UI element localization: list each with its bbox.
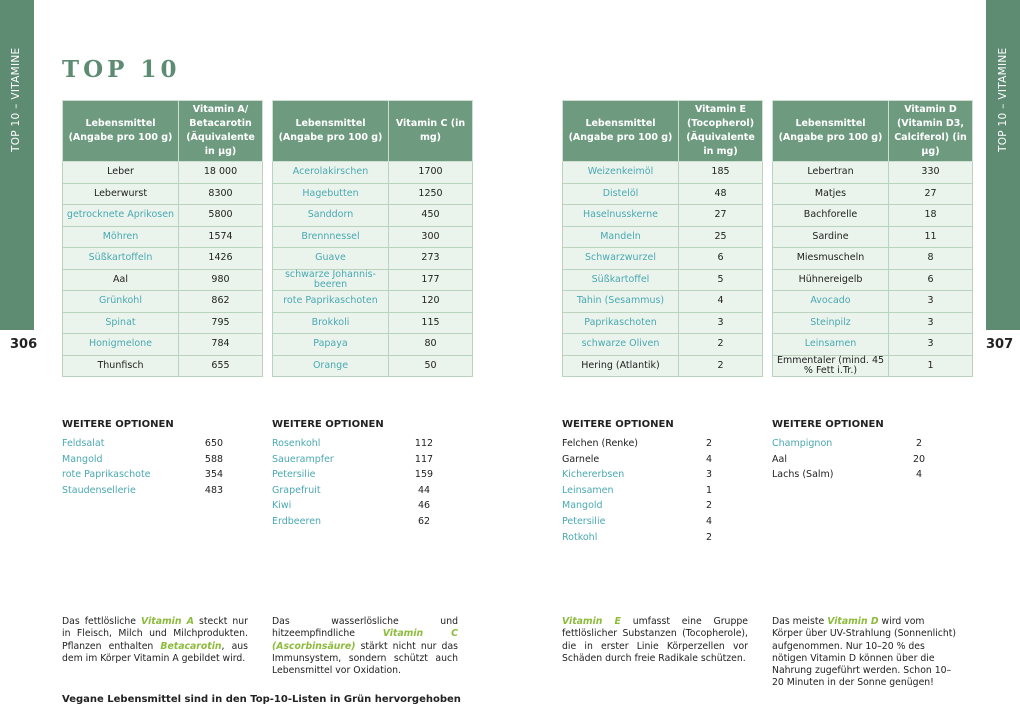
- option-row: [562, 498, 722, 514]
- vitamin-a-paragraph: [62, 616, 248, 665]
- table-row: [563, 334, 763, 356]
- option-row: [272, 452, 437, 468]
- vitamin-value-cell: 3: [679, 312, 763, 334]
- column-header-food: Lebensmittel (Angabe pro 100 g): [773, 101, 889, 162]
- food-name-cell: Steinpilz: [773, 312, 889, 334]
- vitamin-value-cell: 273: [389, 248, 473, 270]
- option-row: [562, 530, 722, 546]
- food-name-cell: Brennnessel: [273, 226, 389, 248]
- vitamin-value-cell: 655: [179, 355, 263, 377]
- options-list-c: [272, 436, 437, 530]
- highlighted-term: Vitamin C (Ascorbinsäure): [272, 628, 458, 652]
- option-value: 159: [414, 469, 434, 481]
- food-name-cell: Distelöl: [563, 183, 679, 205]
- page-title: TOP 10: [62, 56, 181, 83]
- options-heading-a: WEITERE OPTIONEN: [62, 419, 174, 430]
- vitamin-value-cell: 177: [389, 269, 473, 291]
- options-list-a: [62, 436, 227, 498]
- option-row: [62, 436, 227, 452]
- table-row: [63, 162, 263, 184]
- options-heading-e: WEITERE OPTIONEN: [562, 419, 674, 430]
- option-name: Petersilie: [562, 515, 606, 527]
- food-name-cell: Spinat: [63, 312, 179, 334]
- column-header-food: Lebensmittel (Angabe pro 100 g): [273, 101, 389, 162]
- column-header-vitamin: Vitamin A/ Betacarotin (Äquivalente in µg): [179, 101, 263, 162]
- table-row: [273, 183, 473, 205]
- vitamin-value-cell: 8300: [179, 183, 263, 205]
- option-row: [272, 514, 437, 530]
- table-row: [563, 205, 763, 227]
- option-name: Felchen (Renke): [562, 438, 639, 449]
- option-row: [562, 514, 722, 530]
- option-row: [562, 436, 722, 452]
- vitamin-value-cell: 18 000: [179, 162, 263, 184]
- vitamin-value-cell: 48: [679, 183, 763, 205]
- food-name-cell: Sanddorn: [273, 205, 389, 227]
- table-row: [773, 291, 973, 313]
- food-name-cell: Leberwurst: [63, 183, 179, 205]
- vitamin-value-cell: 5800: [179, 205, 263, 227]
- table-row: [273, 248, 473, 270]
- food-name-cell: Süßkartoffel: [563, 269, 679, 291]
- table-row: [773, 226, 973, 248]
- vitamin-value-cell: 2: [679, 334, 763, 356]
- option-row: [272, 436, 437, 452]
- vitamin-value-cell: 80: [389, 334, 473, 356]
- vitamin-value-cell: 1574: [179, 226, 263, 248]
- vitamin-value-cell: 980: [179, 269, 263, 291]
- option-value: 2: [705, 500, 713, 512]
- option-row: [272, 483, 437, 499]
- page-number-right: 307: [986, 337, 1014, 352]
- paragraph-text: umfasst eine Gruppe fettlöslicher Substanzen (Tocopherole), die in erster Linie Körperzellen vor Schäden durch freie Radikale schützen.: [562, 616, 748, 664]
- table-row: [63, 269, 263, 291]
- vitamin-value-cell: 1426: [179, 248, 263, 270]
- vitamin-value-cell: 6: [679, 248, 763, 270]
- option-value: 62: [417, 515, 431, 527]
- vitamin-value-cell: 330: [889, 162, 973, 184]
- column-header-food: Lebensmittel (Angabe pro 100 g): [63, 101, 179, 162]
- option-name: Petersilie: [272, 469, 316, 481]
- table-header-row: [63, 101, 263, 162]
- option-value: 4: [915, 469, 923, 481]
- options-heading-d: WEITERE OPTIONEN: [772, 419, 884, 430]
- food-name-cell: Avocado: [773, 291, 889, 313]
- table-row: [563, 248, 763, 270]
- vitamin-value-cell: 4: [679, 291, 763, 313]
- vitamin-value-cell: 120: [389, 291, 473, 313]
- table-header-row: [273, 101, 473, 162]
- table-row: [773, 205, 973, 227]
- table-row: [273, 355, 473, 377]
- option-row: [562, 452, 722, 468]
- vitamin-value-cell: 862: [179, 291, 263, 313]
- food-name-cell: Sardine: [773, 226, 889, 248]
- food-name-cell: Paprikaschoten: [563, 312, 679, 334]
- vitamin-value-cell: 3: [889, 291, 973, 313]
- table-row: [273, 334, 473, 356]
- option-name: Rosenkohl: [272, 438, 321, 449]
- table-row: [63, 334, 263, 356]
- vitamin-value-cell: 795: [179, 312, 263, 334]
- food-name-cell: Matjes: [773, 183, 889, 205]
- vitamin-e-table: [562, 100, 763, 377]
- option-row: [272, 498, 437, 514]
- option-name: Lachs (Salm): [772, 469, 834, 481]
- table-row: [563, 162, 763, 184]
- option-name: Sauerampfer: [272, 453, 334, 465]
- food-name-cell: Orange: [273, 355, 389, 377]
- table-header-row: [773, 101, 973, 162]
- food-name-cell: Haselnusskerne: [563, 205, 679, 227]
- table-row: [563, 312, 763, 334]
- right-side-band: [986, 0, 1020, 330]
- options-list-e: [562, 436, 722, 545]
- food-name-cell: Schwarzwurzel: [563, 248, 679, 270]
- table-row: [63, 312, 263, 334]
- option-row: [62, 483, 227, 499]
- option-value: 2: [915, 438, 923, 449]
- paragraph-text: Das wasserlösliche und hitzeempfindliche: [272, 616, 458, 640]
- option-value: 117: [414, 453, 434, 465]
- footer-note: Vegane Lebensmittel sind in den Top-10-Listen in Grün hervorgehoben: [62, 694, 461, 705]
- option-name: Erdbeeren: [272, 515, 322, 527]
- table-row: [273, 291, 473, 313]
- option-value: 650: [204, 438, 224, 449]
- vitamin-d-paragraph: [772, 616, 958, 690]
- options-heading-c: WEITERE OPTIONEN: [272, 419, 384, 430]
- vitamin-value-cell: 185: [679, 162, 763, 184]
- paragraph-text: , aus dem im Körper Vitamin A gebildet wird.: [62, 640, 248, 664]
- food-name-cell: Weizenkeimöl: [563, 162, 679, 184]
- option-row: [272, 467, 437, 483]
- option-name: Kiwi: [272, 500, 292, 512]
- vitamin-value-cell: 27: [889, 183, 973, 205]
- vitamin-value-cell: 27: [679, 205, 763, 227]
- food-name-cell: Tahin (Sesammus): [563, 291, 679, 313]
- option-row: [772, 467, 932, 483]
- option-value: 4: [705, 515, 713, 527]
- food-name-cell: Acerolakirschen: [273, 162, 389, 184]
- vitamin-c-paragraph: [272, 616, 458, 677]
- highlighted-term: Vitamin D: [827, 616, 879, 627]
- food-name-cell: Möhren: [63, 226, 179, 248]
- column-header-vitamin: Vitamin C (in mg): [389, 101, 473, 162]
- food-name-cell: Aal: [63, 269, 179, 291]
- vitamin-e-paragraph: [562, 616, 748, 665]
- table-row: [63, 226, 263, 248]
- vitamin-value-cell: 11: [889, 226, 973, 248]
- table-row: [773, 248, 973, 270]
- table-row: [563, 355, 763, 377]
- food-name-cell: Hering (Atlantik): [563, 355, 679, 377]
- option-name: Mangold: [62, 453, 103, 465]
- table-row: [273, 162, 473, 184]
- paragraph-text: steckt nur in Fleisch, Milch und Milchprodukten. Pflanzen enthalten: [62, 616, 248, 652]
- vitamin-value-cell: 3: [889, 312, 973, 334]
- vitamin-value-cell: 1700: [389, 162, 473, 184]
- option-value: 483: [204, 484, 224, 496]
- vitamin-value-cell: 50: [389, 355, 473, 377]
- food-name-cell: Bachforelle: [773, 205, 889, 227]
- food-name-cell: Grünkohl: [63, 291, 179, 313]
- right-side-label: TOP 10 – VITAMINE: [997, 47, 1009, 152]
- option-name: Leinsamen: [562, 484, 614, 496]
- column-header-vitamin: Vitamin E (Tocopherol) (Äquivalente in mg): [679, 101, 763, 162]
- table-row: [773, 269, 973, 291]
- highlighted-term: Betacarotin: [160, 640, 222, 652]
- food-name-cell: Papaya: [273, 334, 389, 356]
- option-value: 588: [204, 453, 224, 465]
- table-row: [773, 334, 973, 356]
- option-value: 2: [705, 531, 713, 543]
- food-name-cell: getrocknete Aprikosen: [63, 205, 179, 227]
- vitamin-value-cell: 300: [389, 226, 473, 248]
- vitamin-value-cell: 1: [889, 355, 973, 377]
- table-row: [773, 162, 973, 184]
- option-value: 46: [417, 500, 431, 512]
- vitamin-value-cell: 6: [889, 269, 973, 291]
- table-row: [63, 291, 263, 313]
- table-row: [63, 183, 263, 205]
- paragraph-text: wird vom Körper über UV-Strahlung (Sonnenlicht) aufgenommen. Nur 10–20 % des nötigen Vitamin D können über die Nahrung zugeführt werden. Schon 10–20 Minuten in der Sonne genügen!: [772, 616, 957, 689]
- food-name-cell: Emmentaler (mind. 45 % Fett i.Tr.): [773, 355, 889, 377]
- food-name-cell: Hühnereigelb: [773, 269, 889, 291]
- food-name-cell: Guave: [273, 248, 389, 270]
- food-name-cell: Brokkoli: [273, 312, 389, 334]
- option-name: Champignon: [772, 438, 833, 449]
- table-row: [773, 355, 973, 377]
- option-value: 20: [912, 453, 926, 465]
- option-value: 354: [204, 469, 224, 481]
- food-name-cell: Thunfisch: [63, 355, 179, 377]
- vitamin-value-cell: 784: [179, 334, 263, 356]
- highlighted-term: Vitamin A: [141, 616, 194, 627]
- vitamin-c-table: [272, 100, 473, 377]
- food-name-cell: Honigmelone: [63, 334, 179, 356]
- food-name-cell: rote Paprikaschoten: [273, 291, 389, 313]
- option-row: [62, 452, 227, 468]
- table-row: [563, 183, 763, 205]
- option-row: [562, 467, 722, 483]
- option-name: Garnele: [562, 453, 600, 465]
- table-row: [63, 205, 263, 227]
- paragraph-text: Das meiste: [772, 616, 828, 627]
- left-side-label: TOP 10 – VITAMINE: [10, 47, 22, 152]
- vitamin-value-cell: 18: [889, 205, 973, 227]
- option-name: Kichererbsen: [562, 469, 625, 481]
- vitamin-value-cell: 5: [679, 269, 763, 291]
- option-name: Feldsalat: [62, 438, 105, 449]
- table-row: [63, 248, 263, 270]
- option-name: Aal: [772, 453, 787, 465]
- food-name-cell: Lebertran: [773, 162, 889, 184]
- table-row: [273, 226, 473, 248]
- paragraph-text: Das fettlösliche: [62, 616, 142, 627]
- option-name: Staudensellerie: [62, 484, 136, 496]
- option-value: 112: [414, 438, 434, 449]
- vitamin-value-cell: 8: [889, 248, 973, 270]
- option-row: [62, 467, 227, 483]
- option-value: 4: [705, 453, 713, 465]
- vitamin-value-cell: 1250: [389, 183, 473, 205]
- table-row: [563, 269, 763, 291]
- option-row: [772, 452, 932, 468]
- vitamin-value-cell: 3: [889, 334, 973, 356]
- table-row: [563, 291, 763, 313]
- option-name: rote Paprikaschote: [62, 469, 151, 481]
- food-name-cell: Leber: [63, 162, 179, 184]
- table-row: [273, 205, 473, 227]
- left-side-band: [0, 0, 34, 330]
- food-name-cell: Hagebutten: [273, 183, 389, 205]
- option-value: 3: [705, 469, 713, 481]
- food-name-cell: Leinsamen: [773, 334, 889, 356]
- vitamin-value-cell: 115: [389, 312, 473, 334]
- food-name-cell: Mandeln: [563, 226, 679, 248]
- table-header-row: [563, 101, 763, 162]
- table-row: [273, 312, 473, 334]
- option-row: [772, 436, 932, 452]
- option-row: [562, 483, 722, 499]
- option-value: 2: [705, 438, 713, 449]
- vitamin-d-table: [772, 100, 973, 377]
- option-value: 1: [705, 484, 713, 496]
- option-name: Grapefruit: [272, 484, 321, 496]
- highlighted-term: Vitamin E: [562, 616, 621, 627]
- food-name-cell: schwarze Oliven: [563, 334, 679, 356]
- option-name: Mangold: [562, 500, 603, 512]
- table-row: [773, 312, 973, 334]
- vitamin-value-cell: 2: [679, 355, 763, 377]
- food-name-cell: Miesmuscheln: [773, 248, 889, 270]
- option-value: 44: [417, 484, 431, 496]
- vitamin-a-table: [62, 100, 263, 377]
- food-name-cell: schwarze Johannis- beeren: [273, 269, 389, 291]
- table-row: [273, 269, 473, 291]
- column-header-vitamin: Vitamin D (Vitamin D3, Calciferol) (in µg): [889, 101, 973, 162]
- option-name: Rotkohl: [562, 531, 598, 543]
- table-row: [63, 355, 263, 377]
- vitamin-value-cell: 25: [679, 226, 763, 248]
- vitamin-value-cell: 450: [389, 205, 473, 227]
- table-row: [773, 183, 973, 205]
- table-row: [563, 226, 763, 248]
- food-name-cell: Süßkartoffeln: [63, 248, 179, 270]
- options-list-d: [772, 436, 932, 483]
- paragraph-text: stärkt nicht nur das Immunsystem, sondern schützt auch Lebensmittel vor Oxidation.: [272, 640, 458, 677]
- column-header-food: Lebensmittel (Angabe pro 100 g): [563, 101, 679, 162]
- page-number-left: 306: [10, 337, 38, 352]
